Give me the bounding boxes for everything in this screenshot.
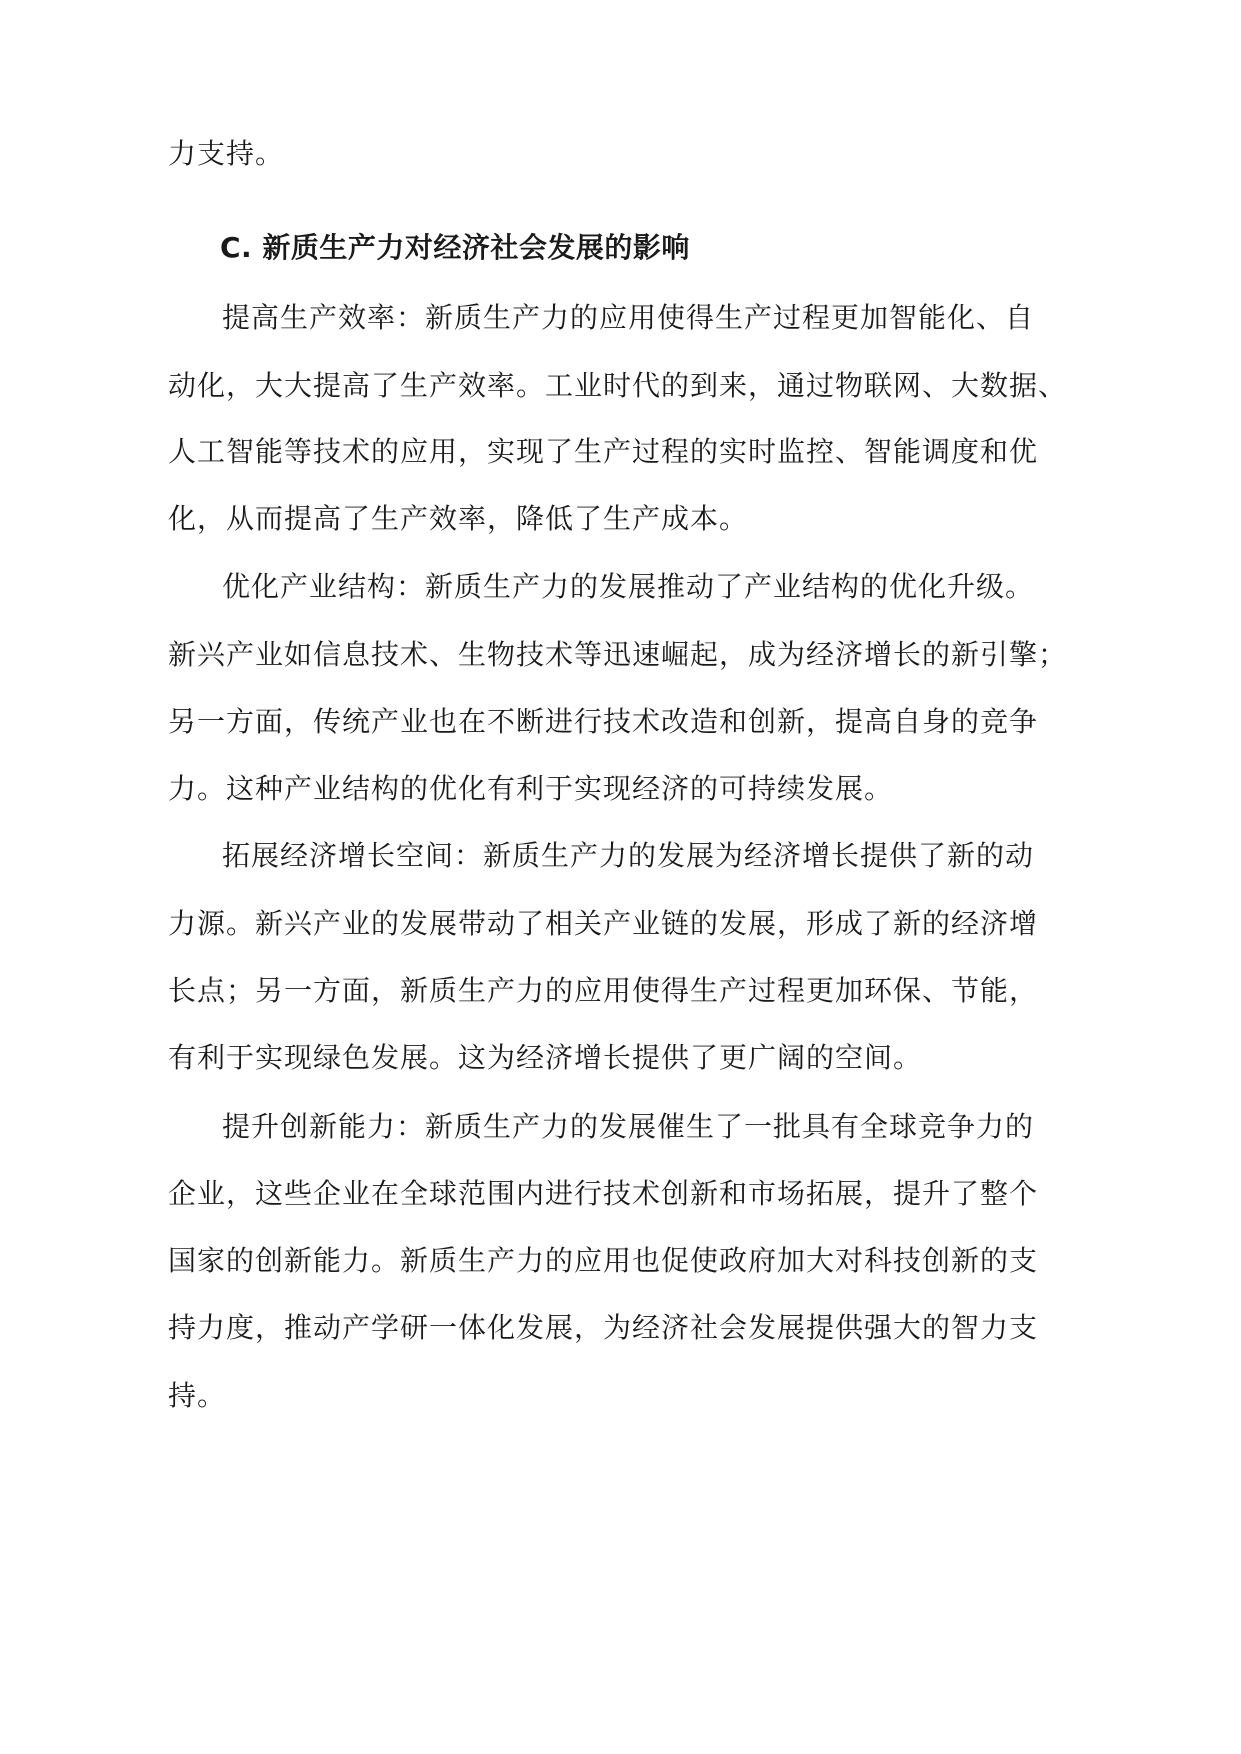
paragraph-line: 动化，大大提高了生产效率。工业时代的到来，通过物联网、大数据、 bbox=[168, 369, 1068, 402]
paragraph-line: 化，从而提高了生产效率，降低了生产成本。 bbox=[168, 502, 749, 535]
paragraph-line: 提升创新能力：新质生产力的发展催生了一批具有全球竞争力的 bbox=[222, 1110, 1035, 1143]
paragraph-line: 企业，这些企业在全球范围内进行技术创新和市场拓展，提升了整个 bbox=[168, 1177, 1039, 1210]
paragraph-line: 有利于实现绿色发展。这为经济增长提供了更广阔的空间。 bbox=[168, 1041, 923, 1074]
paragraph-line: 持力度，推动产学研一体化发展，为经济社会发展提供强大的智力支 bbox=[168, 1311, 1039, 1344]
section-heading: C. 新质生产力对经济社会发展的影响 bbox=[220, 231, 690, 264]
paragraph-line: 持。 bbox=[168, 1379, 227, 1412]
paragraph-line: 人工智能等技术的应用，实现了生产过程的实时监控、智能调度和优 bbox=[168, 435, 1039, 468]
continuation-line: 力支持。 bbox=[168, 137, 285, 170]
paragraph-line: 力源。新兴产业的发展带动了相关产业链的发展，形成了新的经济增 bbox=[168, 907, 1039, 940]
paragraph-line: 另一方面，传统产业也在不断进行技术改造和创新，提高自身的竞争 bbox=[168, 705, 1039, 738]
paragraph-line: 国家的创新能力。新质生产力的应用也促使政府加大对科技创新的支 bbox=[168, 1244, 1039, 1277]
paragraph-line: 优化产业结构：新质生产力的发展推动了产业结构的优化升级。 bbox=[222, 570, 1035, 603]
paragraph-line: 提高生产效率：新质生产力的应用使得生产过程更加智能化、自 bbox=[222, 301, 1035, 334]
paragraph-line: 拓展经济增长空间：新质生产力的发展为经济增长提供了新的动 bbox=[222, 839, 1035, 872]
paragraph-line: 长点；另一方面，新质生产力的应用使得生产过程更加环保、节能， bbox=[168, 974, 1039, 1007]
paragraph-line: 力。这种产业结构的优化有利于实现经济的可持续发展。 bbox=[168, 772, 894, 805]
paragraph-line: 新兴产业如信息技术、生物技术等迅速崛起，成为经济增长的新引擎； bbox=[168, 638, 1068, 671]
